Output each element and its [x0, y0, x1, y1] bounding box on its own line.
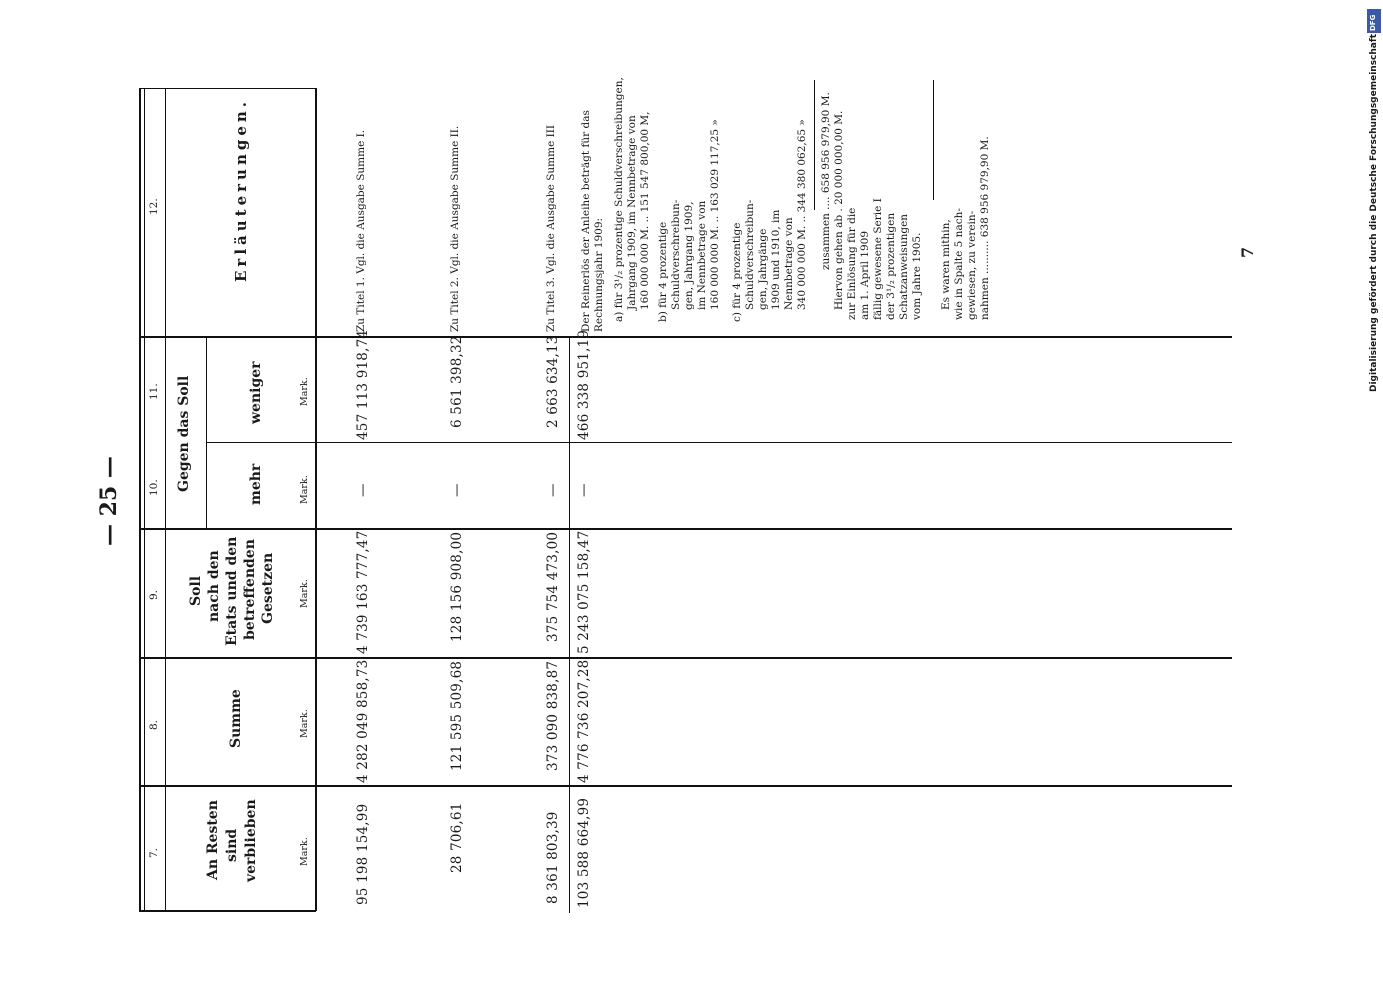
table-row-3-note: Zu Titel 3. Vgl. die Ausgabe Summe III: [545, 124, 557, 332]
footer-mark: 7: [1238, 246, 1257, 258]
col7-header-line3: verblieben: [243, 799, 259, 882]
col-sep-8-9: [139, 657, 1232, 659]
explanation-a-3: 160 000 000 M. .. 151 547 800,00 M,: [639, 111, 651, 310]
col9-header-line1: Soll: [188, 575, 204, 606]
explanation-b-1: b) für 4 prozentige: [657, 221, 669, 322]
col-sep-7-8: [139, 785, 1232, 787]
col7-unit: Mark.: [299, 837, 310, 866]
group-header: Gegen das Soll: [176, 375, 192, 492]
table-row-3-col7: 8 361 803,39: [545, 811, 561, 904]
sum-row-col7: 103 588 664,99: [576, 797, 592, 908]
col9-number: 9.: [148, 589, 160, 600]
table-bottom-edge: [139, 910, 316, 912]
col7-header-line2: sind: [224, 828, 240, 862]
table-row-2-col7: 28 706,61: [449, 802, 465, 873]
explanation-b-4: im Nennbetrage von: [696, 200, 708, 310]
table-top-rule: [139, 88, 141, 911]
col8-header: Summe: [228, 689, 244, 748]
dfg-logo: DFG: [1367, 9, 1381, 33]
explanation-intro-1: Der Reinerlös der Anleihe beträgt für das: [580, 110, 592, 332]
explanation-result-1: Es waren mithin,: [940, 219, 952, 310]
col11-number: 11.: [148, 383, 160, 400]
table-row-1-col11: 457 113 918,74: [355, 329, 371, 440]
table-row-3-col11: 2 663 634,13: [545, 335, 561, 428]
table-row-1-col7: 95 198 154,99: [355, 803, 371, 905]
explanation-intro-2: Rechnungsjahr 1909:: [593, 217, 605, 332]
explanation-c-5: Nennbetrage von: [783, 217, 795, 310]
col12-number: 12.: [148, 198, 160, 215]
header-bottom-rule: [315, 88, 317, 911]
explanation-c-4: 1909 und 1910, im: [770, 209, 782, 310]
table-top-edge: [139, 88, 316, 89]
table-row-1-note: Zu Titel 1. Vgl. die Ausgabe Summe I.: [355, 129, 367, 332]
explanation-result-2: wie in Spalte 5 nach-: [953, 208, 965, 320]
table-row-3-col10: —: [545, 483, 561, 497]
col10-number: 10.: [148, 479, 160, 496]
col9-header-line4: betreffenden: [242, 539, 258, 640]
explanation-c-3: gen, Jahrgänge: [757, 228, 769, 310]
col8-number: 8.: [148, 719, 160, 730]
col11-header: weniger: [248, 361, 264, 424]
col7-header-line1: An Resten: [205, 800, 221, 880]
explanation-deduction-3: fällig gewesene Serie I: [872, 198, 884, 320]
explanation-a-2: Jahrgang 1909, im Nennbetrage von: [626, 115, 638, 310]
sum-row-col8: 4 776 736 207,28: [576, 659, 592, 783]
sum-row-col9: 5 243 075 158,47: [576, 530, 592, 654]
explanation-deduction-4: der 3¹/₂ prozentigen: [885, 212, 897, 320]
col9-header-line5: Gesetzen: [260, 552, 276, 624]
group-rule: [206, 338, 207, 528]
col9-header-line2: nach den: [206, 550, 222, 622]
explanation-b-2: Schuldverschreibun-: [670, 199, 682, 310]
table-top-rule-2: [144, 88, 145, 911]
table-row-1-col9: 4 739 163 777,47: [355, 530, 371, 654]
column-number-rule: [165, 88, 166, 911]
table-row-3-col8: 373 090 838,87: [545, 660, 561, 771]
digitization-note: Digitalisierung gefördert durch die Deutsche Forschungsgemeinschaft: [1369, 33, 1379, 392]
col-sep-11-12: [139, 336, 1232, 338]
explanation-b-3: gen, Jahrgang 1909,: [683, 201, 695, 310]
col10-header: mehr: [248, 463, 264, 505]
explanation-b-5: 160 000 000 M. .. 163 029 117,25 »: [709, 119, 721, 310]
col-sep-10-11: [206, 442, 1232, 443]
col8-unit: Mark.: [299, 709, 310, 738]
col10-unit: Mark.: [299, 475, 310, 504]
col9-header-line3: Etats und den: [224, 536, 240, 646]
table-row-2-note: Zu Titel 2. Vgl. die Ausgabe Summe II.: [449, 125, 461, 332]
explanation-c-2: Schuldverschreibun-: [744, 199, 756, 310]
table-row-3-col9: 375 754 473,00: [545, 531, 561, 642]
table-row-1-col8: 4 282 049 858,73: [355, 659, 371, 783]
col12-header: Erläuterungen.: [232, 97, 250, 282]
sum-row-col10: —: [576, 483, 592, 497]
page-number: — 25 —: [96, 456, 122, 546]
explanation-sum-2: Hiervon gehen ab . 20 000 000,00 M.: [833, 110, 845, 310]
explanation-result-4: nahmen .......... 638 956 979,90 M.: [979, 136, 991, 320]
col7-number: 7.: [148, 847, 160, 858]
explanation-deduction-6: vom Jahre 1905.: [911, 232, 923, 320]
explanation-deduction-1: zur Einlösung für die: [846, 207, 858, 320]
table-row-1-col10: —: [355, 483, 371, 497]
explanation-c-1: c) für 4 prozentige: [731, 222, 743, 322]
table-row-2-col8: 121 595 509,68: [449, 660, 465, 771]
col11-unit: Mark.: [299, 377, 310, 406]
table-row-2-col10: —: [449, 483, 465, 497]
explanation-sum-1: zusammen .... 658 956 979,90 M.: [820, 92, 832, 270]
explanation-a-1: a) für 3¹/₂ prozentige Schuldverschreibungen,: [613, 77, 625, 322]
table-row-2-col9: 128 156 908,00: [449, 531, 465, 642]
explanation-result-3: gewiesen, zu verein-: [966, 210, 978, 320]
explanation-sum-rule: [814, 80, 815, 210]
table-row-2-col11: 6 561 398,32: [449, 335, 465, 428]
sum-row-col11: 466 338 951,19: [576, 329, 592, 440]
explanation-deduction-2: am 1. April 1909: [859, 230, 871, 320]
col9-unit: Mark.: [299, 579, 310, 608]
sum-rule: [569, 338, 570, 913]
col-sep-9-10: [139, 528, 1232, 530]
explanation-deduction-5: Schatzanweisungen: [898, 213, 910, 320]
explanation-c-6: 340 000 000 M. .. 344 380 062,65 »: [796, 119, 808, 310]
explanation-result-rule: [933, 80, 934, 200]
